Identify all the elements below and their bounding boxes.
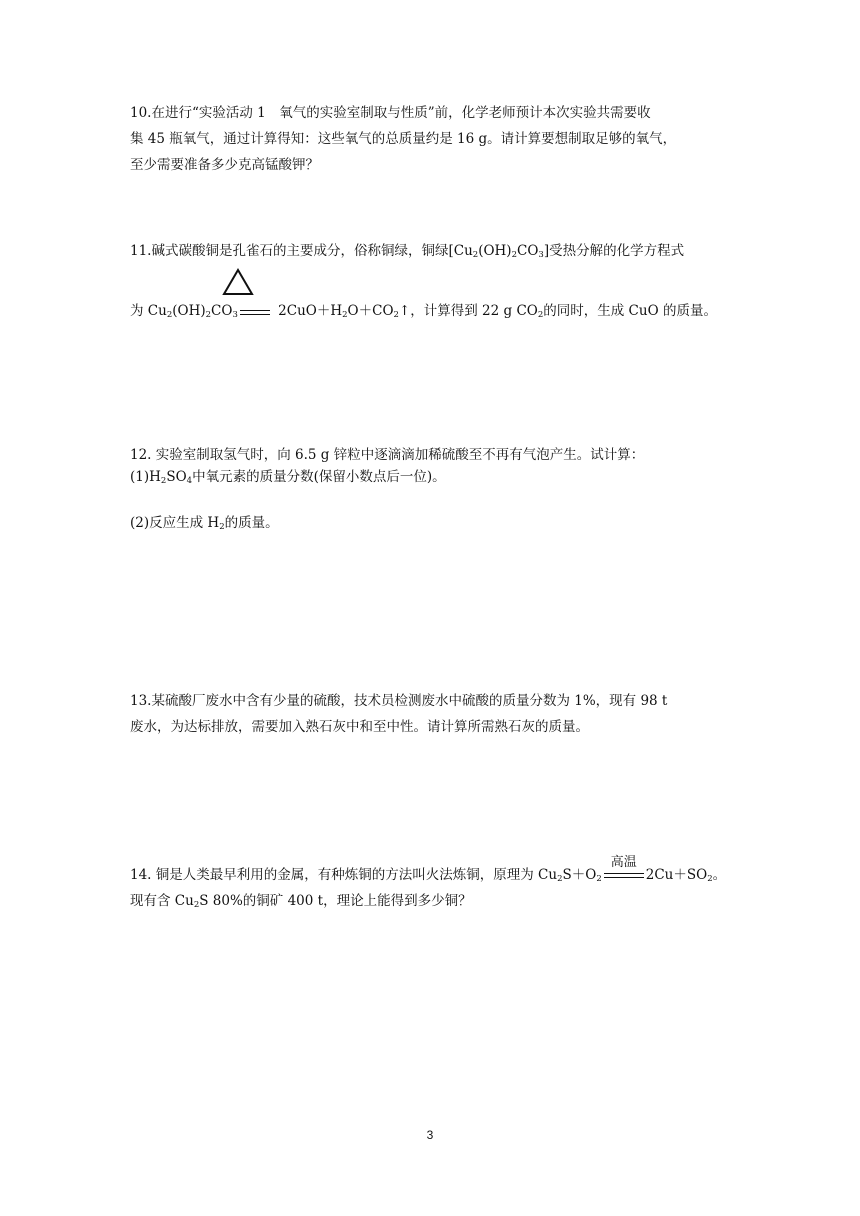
q13-line-1: 13.某硫酸厂废水中含有少量的硫酸，技术员检测废水中硫酸的质量分数为 1%，现有 98 t (130, 693, 668, 709)
question-10 (130, 100, 730, 178)
q10-line-1: 10.在进行“实验活动 1 氧气的实验室制取与性质”前，化学老师预计本次实验共需要收 (130, 105, 651, 121)
question-11 (130, 238, 730, 264)
q14-line-2: 现有含 $Cu_2S$ 80%的铜矿 400 t，理论上能得到多少铜？ (130, 893, 472, 910)
q11-line-2: 为 $Cu_2(OH)_2CO_3$ $2CuO+H_2O+CO_2↑$，计算得到 22 g $CO_2$的同时，生成 CuO 的质量。 (130, 298, 717, 324)
question-11-equation (130, 298, 730, 324)
q11-line-1: 11.碱式碳酸铜是孔雀石的主要成分，俗称铜绿，铜绿$[Cu_2(OH)_2CO_3]$受热分解的化学方程式 (130, 243, 685, 260)
question-12-part-1: $(1)H_2SO_4$中氧元素的质量分数(保留小数点后一位)。 (130, 469, 446, 486)
question-12-part-2: (2)反应生成 $H_2$的质量。 (130, 515, 279, 532)
page-number: 3 (426, 1128, 434, 1142)
heat-triangle-icon (222, 268, 254, 296)
q10-line-3: 至少需要准备多少克高锰酸钾？ (130, 157, 319, 173)
q14-line-1: 14. 铜是人类最早利用的金属，有种炼铜的方法叫火法炼铜，原理为 $Cu_2S+O_2$ 高温 $2Cu+SO_2$。 (130, 854, 727, 884)
q12-line-1: 12. 实验室制取氢气时，向 6.5 g 锌粒中逐滴滴加稀硫酸至不再有气泡产生。试计算： (130, 447, 645, 463)
equals-sign (240, 307, 270, 317)
question-14 (130, 854, 730, 914)
q10-line-2: 集 45 瓶氧气，通过计算得知：这些氧气的总质量约是 16 g。请计算要想制取足够的氧气， (130, 131, 677, 147)
reaction-condition: 高温 (604, 869, 644, 883)
question-13 (130, 688, 730, 740)
q13-line-2: 废水，为达标排放，需要加入熟石灰中和至中性。请计算所需熟石灰的质量。 (130, 719, 589, 735)
